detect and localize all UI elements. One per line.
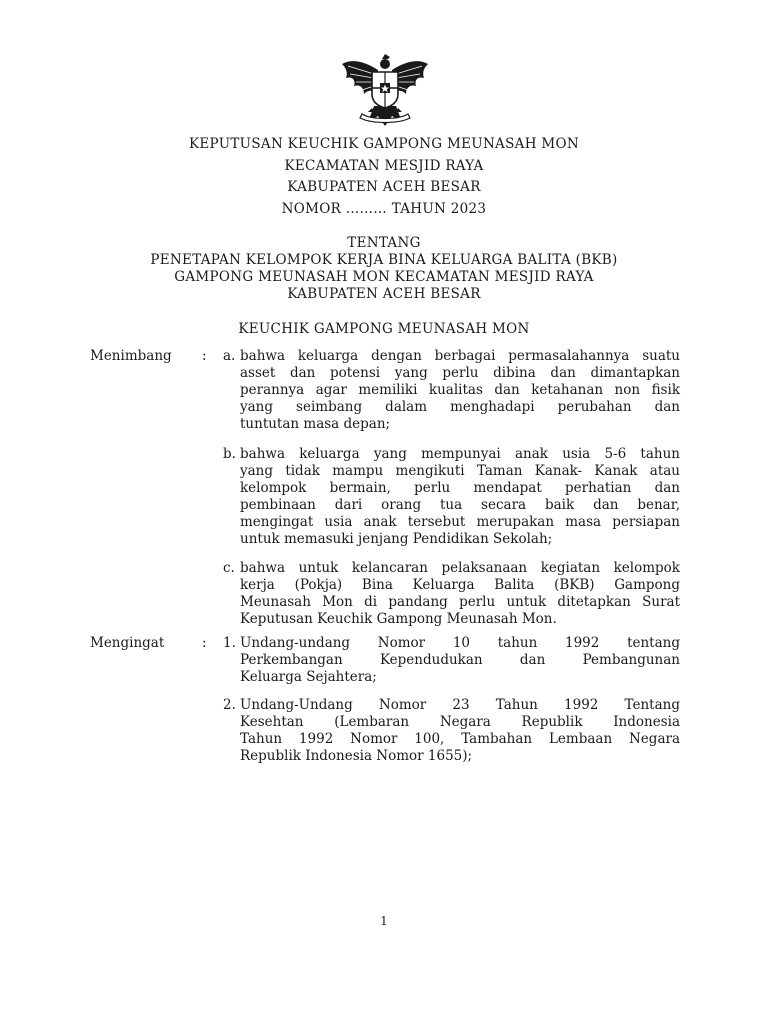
section-colon: :	[202, 635, 207, 651]
garuda-emblem-icon	[338, 50, 432, 130]
item-text: Undang-Undang Nomor 23 Tahun 1992 Tentang Kesehtan (Lembaran Negara Republik Indonesia Tahun 1992 Nomor 100, Tambahan Lembaan Negara Republik Indonesia Nomor 1655);	[240, 697, 680, 764]
document-header	[0, 134, 768, 220]
item-marker: c.	[223, 560, 235, 576]
section-colon: :	[202, 348, 207, 364]
header-line: KABUPATEN ACEH BESAR	[287, 179, 481, 195]
item-text: bahwa untuk kelancaran pelaksanaan kegiatan kelompok kerja (Pokja) Bina Keluarga Balita (BKB) Gampong Meunasah Mon di pandang perlu untuk ditetapkan Surat Keputusan Keuchik Gampong Meunasah Mon.	[240, 560, 680, 627]
tentang-block	[0, 235, 768, 303]
header-line: NOMOR ……… TAHUN 2023	[281, 200, 487, 217]
item-text: bahwa keluarga yang mempunyai anak usia 5-6 tahun yang tidak mampu mengikuti Taman Kanak- Kanak atau kelompok bermain, perlu mendapat perhatian dan pembinaan dari orang tua secara baik dan benar, mengingat usia anak tersebut merupakan masa persiapan untuk memasuki jenjang Pendidikan Sekolah;	[240, 446, 680, 547]
item-text: bahwa keluarga dengan berbagai permasalahannya suatu asset dan potensi yang perlu dibina dan dimantapkan perannya agar memiliki kualitas dan ketahanan non fisik yang seimbang dalam menghadapi perubahan dan tuntutan masa depan;	[240, 348, 680, 432]
item-marker: 1.	[223, 635, 236, 651]
tentang-label: TENTANG	[347, 235, 421, 251]
tentang-line: KABUPATEN ACEH BESAR	[287, 286, 481, 302]
header-line: KECAMATAN MESJID RAYA	[284, 157, 484, 174]
page-number: 1	[380, 914, 388, 928]
section-label: Mengingat	[90, 635, 165, 651]
item-marker: 2.	[223, 697, 236, 713]
item-marker: b.	[223, 446, 236, 462]
header-line: KEPUTUSAN KEUCHIK GAMPONG MEUNASAH MON	[189, 136, 579, 152]
section-label: Menimbang	[90, 348, 172, 364]
item-marker: a.	[223, 348, 236, 364]
official-title: KEUCHIK GAMPONG MEUNASAH MON	[238, 321, 530, 337]
tentang-line: PENETAPAN KELOMPOK KERJA BINA KELUARGA BALITA (BKB)	[150, 252, 618, 268]
item-text: Undang-undang Nomor 10 tahun 1992 tentang Perkembangan Kependudukan dan Pembangunan Keluarga Sejahtera;	[240, 635, 680, 685]
tentang-line: GAMPONG MEUNASAH MON KECAMATAN MESJID RAYA	[174, 269, 594, 285]
